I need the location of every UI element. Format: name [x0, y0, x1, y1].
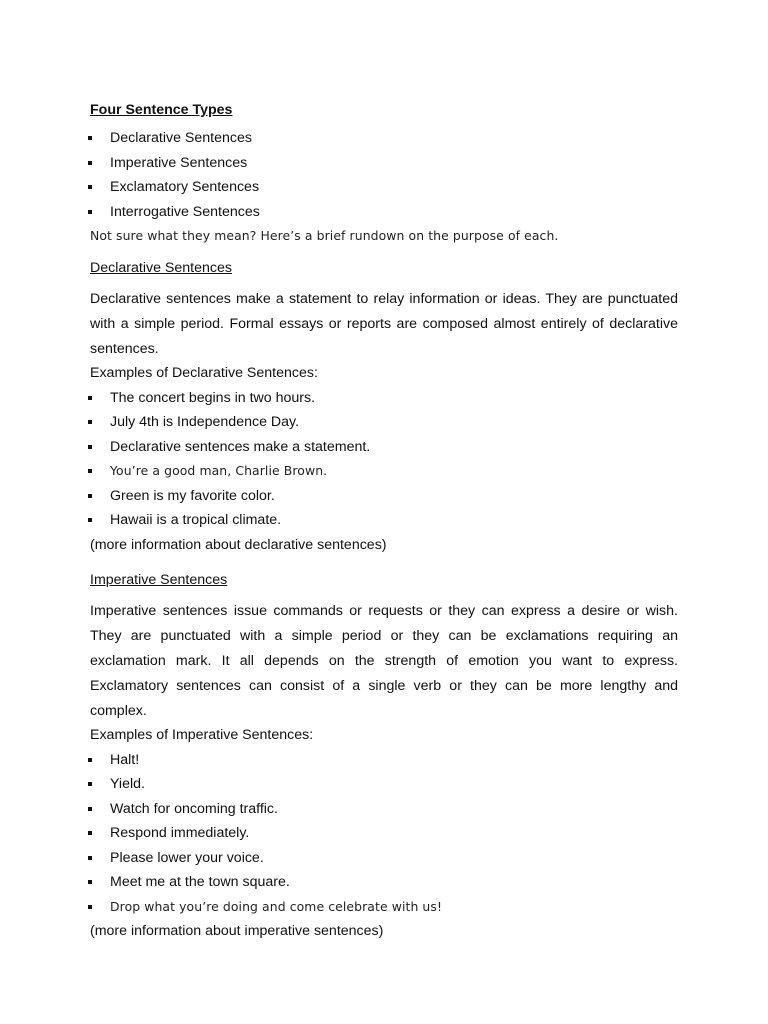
page-title: Four Sentence Types	[90, 102, 233, 118]
bullet-icon	[88, 420, 92, 424]
list-item: Green is my favorite color.	[90, 484, 678, 509]
list-item: Yield.	[90, 772, 678, 797]
list-item: Declarative sentences make a statement.	[90, 435, 678, 460]
bullet-icon	[88, 136, 92, 140]
intro-note: Not sure what they mean? Here’s a brief rundown on the purpose of each.	[90, 228, 559, 243]
bullet-icon	[88, 210, 92, 214]
sentence-types-list	[90, 126, 678, 224]
declarative-heading: Declarative Sentences	[90, 260, 232, 276]
bullet-icon	[88, 518, 92, 522]
list-item: Halt!	[90, 748, 678, 773]
declarative-more-info: (more information about declarative sentences)	[90, 536, 387, 553]
document-page	[90, 100, 678, 944]
list-item: Exclamatory Sentences	[90, 175, 678, 200]
list-item: Declarative Sentences	[90, 126, 678, 151]
imperative-more-info: (more information about imperative sentences)	[90, 923, 384, 940]
bullet-icon	[88, 494, 92, 498]
list-item: Watch for oncoming traffic.	[90, 797, 678, 822]
bullet-icon	[88, 161, 92, 165]
imperative-examples-list	[90, 748, 678, 920]
declarative-examples-label: Examples of Declarative Sentences:	[90, 365, 318, 382]
bullet-icon	[88, 758, 92, 762]
list-item: The concert begins in two hours.	[90, 386, 678, 411]
bullet-icon	[88, 469, 92, 473]
bullet-icon	[88, 831, 92, 835]
imperative-description: Imperative sentences issue commands or requests or they can express a desire or wish. They are punctuated with a simple period or they can be exclamations requiring an exclamation mark. It all depends on the strength of emotion you want to express. Exclamatory sentences can consist of a single verb or they can be more lengthy and complex.	[90, 603, 678, 719]
list-item: Please lower your voice.	[90, 846, 678, 871]
list-item: Hawaii is a tropical climate.	[90, 508, 678, 533]
list-item: July 4th is Independence Day.	[90, 410, 678, 435]
bullet-icon	[88, 396, 92, 400]
list-item: Drop what you’re doing and come celebrate with us!	[90, 895, 678, 920]
declarative-description: Declarative sentences make a statement to relay information or ideas. They are punctuated with a simple period. Formal essays or reports are composed almost entirely of declarative sentences.	[90, 291, 678, 357]
list-item: Imperative Sentences	[90, 151, 678, 176]
list-item: Meet me at the town square.	[90, 870, 678, 895]
bullet-icon	[88, 445, 92, 449]
bullet-icon	[88, 856, 92, 860]
list-item: Interrogative Sentences	[90, 200, 678, 225]
imperative-heading: Imperative Sentences	[90, 572, 228, 589]
bullet-icon	[88, 905, 92, 909]
imperative-examples-label: Examples of Imperative Sentences:	[90, 727, 314, 744]
declarative-examples-list	[90, 386, 678, 533]
bullet-icon	[88, 807, 92, 811]
bullet-icon	[88, 880, 92, 884]
list-item: You’re a good man, Charlie Brown.	[90, 459, 678, 484]
bullet-icon	[88, 185, 92, 189]
bullet-icon	[88, 782, 92, 786]
list-item: Respond immediately.	[90, 821, 678, 846]
